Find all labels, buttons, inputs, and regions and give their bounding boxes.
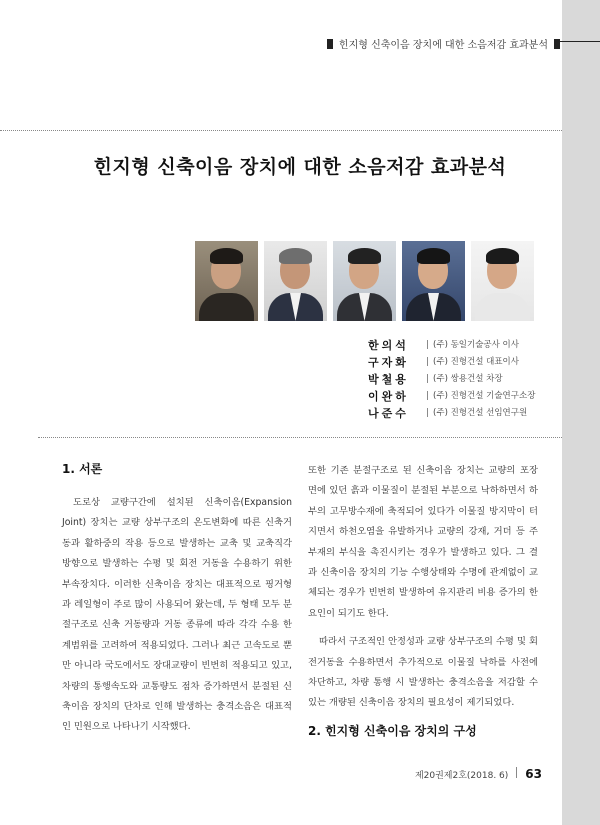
volume-info: 제20권제2호(2018. 6) (414, 771, 509, 781)
dotted-divider (0, 130, 562, 131)
page-number: 63 (525, 767, 542, 781)
author-photo (402, 241, 465, 321)
author-name: 이완하 (368, 390, 409, 403)
body-column-right (308, 461, 538, 714)
author-affiliation: (주) 진형건설 선임연구원 (433, 408, 528, 418)
section-heading: 1. 서론 (62, 462, 103, 476)
page-footer (415, 767, 542, 781)
author-affiliation: (주) 동일기술공사 이사 (433, 340, 519, 350)
author-separator: | (426, 374, 430, 384)
author-separator: | (426, 357, 430, 367)
header-square-icon (327, 39, 333, 49)
author-affiliation: (주) 쌍용건설 차장 (433, 374, 503, 384)
author-separator: | (426, 340, 430, 350)
author-list (368, 337, 535, 422)
author-name: 나준수 (368, 407, 409, 420)
author-name: 박철용 (368, 373, 409, 386)
running-header (327, 36, 560, 51)
article-title: 힌지형 신축이음 장치에 대한 소음저감 효과분석 (93, 156, 507, 178)
author-photo (333, 241, 396, 321)
body-paragraph: 도로상 교량구간에 설치된 신축이음(Expansion Joint) 장치는 교량 상부구조의 온도변화에 따른 신축거동과 활하중의 작용 등으로 발생하는 교축 및 교축직각 방향으로 발생하는 수평 및 회전 거동을 수용하기 위한 부속장치다. 이러한 신축이음 장치는 대표적으로 핑거형과 레일형이 주로 많이 사용되어 왔는데, 두 형태 모두 분절구조로 신축 거동량과 거동 종류에 따라 각각 수용 한계범위를 고려하여 적용되었다. 그러나 최근 고속도로 뿐만 아니라 국도에서도 장대교량이 빈번히 적용되고 있고, 차량의 통행속도와 교통량도 점차 증가하면서 분절된 신축이음 장치의 단차로 인해 발생하는 충격소음은 대표적인 민원으로 나타나기 시작했다. (62, 497, 292, 733)
author-photos (195, 241, 534, 321)
author-name: 한의석 (368, 339, 409, 352)
author-separator: | (426, 391, 430, 401)
dotted-divider (38, 437, 562, 438)
header-square-icon (554, 39, 560, 49)
author-photo (195, 241, 258, 321)
body-paragraph: 따라서 구조적인 안정성과 교량 상부구조의 수평 및 회전거동을 수용하면서 추가적으로 이물질 낙하를 사전에 차단하고, 차량 통행 시 발생하는 충격소음을 저감할 수 있는 개량된 신축이음 장치의 필요성이 제기되었다. (308, 636, 538, 709)
author-name: 구자화 (368, 356, 409, 369)
side-margin-strip (562, 0, 600, 825)
body-paragraph: 또한 기존 분절구조로 된 신축이음 장치는 교량의 포장 면에 있던 흙과 이물질이 분절된 부분으로 낙하하면서 하부의 고무방수재에 축적되어 있다가 이물질 방지막이 터지면서 하천오염을 유발하거나 교량의 강재, 거더 등 주부재의 부식을 촉진시키는 경우가 발생하고 있다. 그 결과 신축이음 장치의 기능 수행상태와 수명에 관계없이 교체되는 경우가 빈번히 발생하여 유지관리 비용 증가의 한 요인이 되기도 한다. (308, 465, 538, 619)
author-row (368, 388, 535, 405)
author-row (368, 354, 535, 371)
header-rule (560, 41, 600, 42)
section-heading: 2. 힌지형 신축이음 장치의 구성 (308, 724, 477, 738)
author-row (368, 371, 535, 388)
author-affiliation: (주) 진형건설 대표이사 (433, 357, 519, 367)
author-affiliation: (주) 진형건설 기술연구소장 (433, 391, 536, 401)
author-row (368, 337, 535, 354)
running-head-text: 힌지형 신축이음 장치에 대한 소음저감 효과분석 (338, 40, 548, 51)
author-separator: | (426, 408, 430, 418)
body-column-left (62, 461, 292, 746)
author-photo (264, 241, 327, 321)
author-row (368, 405, 535, 422)
footer-divider (516, 767, 517, 778)
author-photo (471, 241, 534, 321)
